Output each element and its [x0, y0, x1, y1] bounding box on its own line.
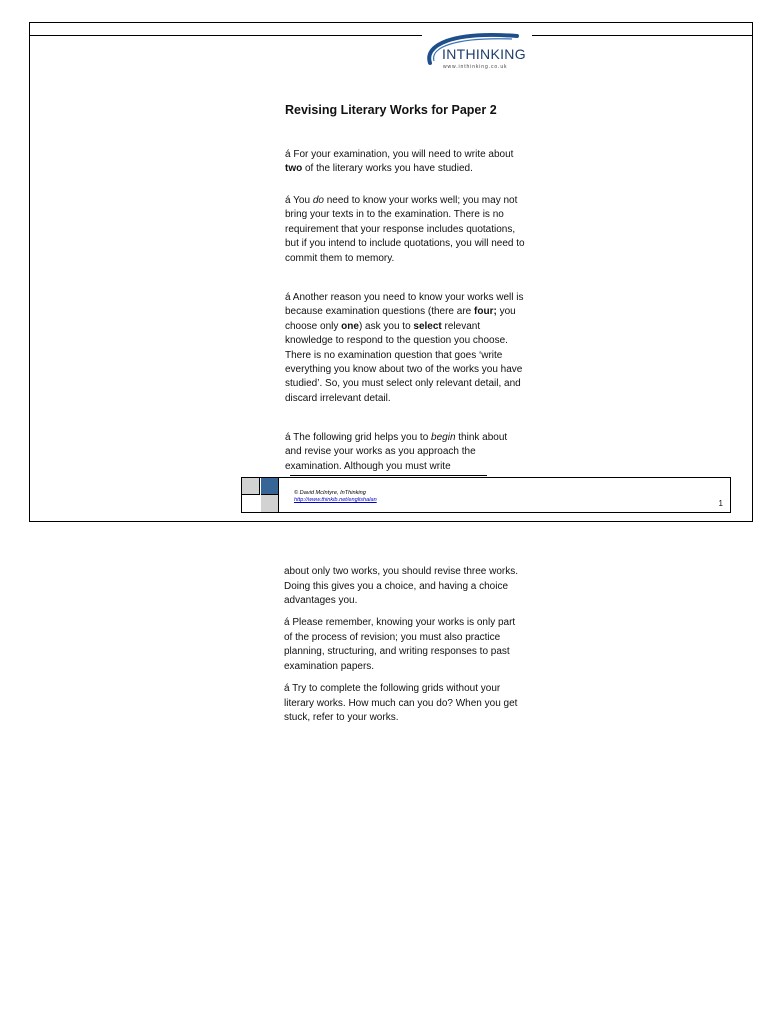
bullet-glyph: á — [285, 432, 291, 443]
footer-decor-square — [242, 478, 260, 495]
para-text: you choose only — [285, 306, 516, 332]
footer-rule — [290, 475, 487, 476]
para-italic: do — [312, 195, 324, 206]
inthinking-logo — [422, 27, 532, 77]
paragraph-know-works — [285, 194, 525, 266]
footer-credit: © David McIntyre, InThinking — [294, 490, 366, 496]
footer-link[interactable]: http://www.thinkib.net/englishalan — [294, 497, 377, 503]
header-rule — [30, 35, 752, 36]
logo-wordmark: INTHINKING — [442, 46, 526, 62]
paragraph-exam-two-works — [285, 148, 525, 177]
para-text: of the literary works you have studied. — [302, 163, 473, 175]
paragraph-grid-intro — [285, 431, 525, 474]
para-text: For your examination, you will need to write about — [293, 149, 514, 160]
page-one — [29, 22, 753, 522]
para-emphasis: four; — [474, 306, 497, 318]
bullet-glyph: á — [284, 683, 290, 694]
logo-url: www.inthinking.co.uk — [443, 64, 508, 70]
para-text: ) ask you to — [358, 320, 414, 332]
page2-paragraph-complete-grids — [284, 682, 529, 726]
para-text: The following grid helps you to — [293, 432, 432, 443]
bullet-glyph: á — [285, 292, 291, 303]
para-emphasis: select — [413, 320, 442, 332]
page2-paragraph-revision-process — [284, 616, 524, 674]
footer-decor-square — [261, 478, 279, 495]
para-italic: begin — [431, 432, 456, 443]
para-text: think about and revise your works as you approach the examination. Although you must write — [285, 432, 508, 472]
bullet-glyph: á — [285, 149, 291, 160]
para-emphasis: one — [341, 320, 359, 332]
page-number: 1 — [718, 499, 723, 508]
page-footer — [241, 477, 731, 513]
page2-paragraph-revise-three: about only two works, you should revise three works. Doing this gives you a choice, and having a choice advantages you. — [284, 566, 518, 607]
para-text: Please remember, knowing your works is only part of the process of revision; you must also practice planning, structuring, and writing responses to past examination papers. — [284, 617, 516, 672]
para-text: Try to complete the following grids without your literary works. How much can you do? When you get stuck, refer to your works. — [284, 683, 518, 724]
page-title: Revising Literary Works for Paper 2 — [285, 103, 497, 117]
para-text: relevant knowledge to respond to the question you choose. There is no examination question that goes ‘write everything you know about two of the works you have studied’. So, you must select only relevant detail, and discard irrelevant detail. — [285, 320, 523, 404]
para-emphasis: two — [285, 163, 303, 175]
bullet-glyph: á — [284, 617, 290, 628]
para-text: You — [293, 195, 313, 206]
para-text: need to know your works well; you may not bring your texts in to the examination. There is no requirement that your response includes quotations, but if you intend to include quotations, you will need to commit them to memory. — [285, 195, 525, 264]
bullet-glyph: á — [285, 195, 291, 206]
para-text: Another reason you need to know your works well is because examination questions (there are — [285, 292, 524, 318]
paragraph-select-knowledge — [285, 291, 525, 406]
footer-decor-square — [261, 495, 279, 512]
